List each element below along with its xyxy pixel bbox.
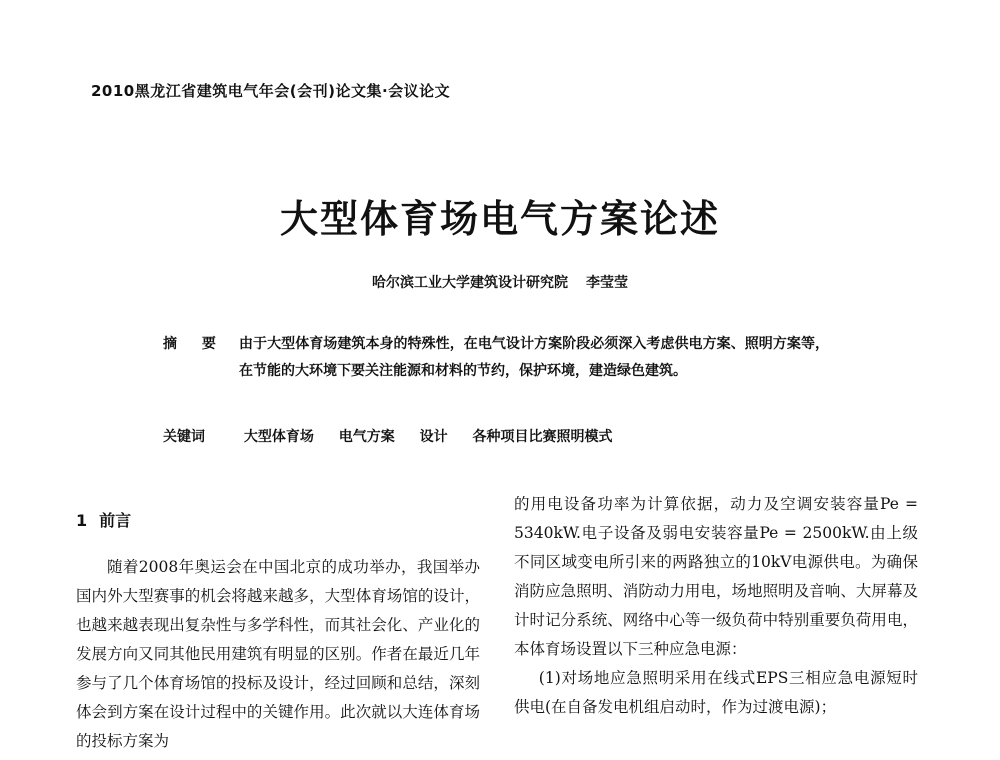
section-heading bbox=[76, 508, 480, 531]
section-title: 前言 bbox=[99, 511, 132, 530]
left-column bbox=[76, 508, 480, 756]
keyword: 电气方案 bbox=[338, 429, 395, 445]
author-line bbox=[0, 272, 1000, 292]
author-name: 李莹莹 bbox=[586, 275, 628, 291]
affiliation: 哈尔滨工业大学建筑设计研究院 bbox=[372, 275, 568, 291]
section-paragraph: 随着2008年奥运会在中国北京的成功举办，我国举办国内外大型赛事的机会将越来越多，大型体育场馆的设计，也越来越表现出复杂性与多学科性，而其社会化、产业化的发展方向又同其他民用建筑有明显的区别。作者在最近几年参与了几个体育场馆的投标及设计，经过回顾和总结，深刻体会到方案在设计过程中的关键作用。此次就以大连体育场的投标方案为 bbox=[76, 558, 480, 750]
abstract-block bbox=[163, 331, 843, 385]
abstract-text: 由于大型体育场建筑本身的特殊性，在电气设计方案阶段必须深入考虑供电方案、照明方案等，在节能的大环境下要关注能源和材料的节约，保护环境，建造绿色建筑。 bbox=[239, 336, 829, 379]
keywords-label: 关键词 bbox=[163, 429, 205, 445]
keyword: 设计 bbox=[419, 429, 448, 445]
abstract-label: 摘 要 bbox=[163, 336, 226, 352]
keyword: 各种项目比赛照明模式 bbox=[472, 429, 613, 445]
paper-title: 大型体育场电气方案论述 bbox=[279, 197, 720, 241]
body-paragraph: 的用电设备功率为计算依据，动力及空调安装容量Pe = 5340kW.电子设备及弱电安装容量Pe = 2500kW.由上级不同区域变电所引来的两路独立的10kV电源供电。为确保消防应急照明、消防动力用电，场地照明及音响、大屏幕及计时记分系统、网络中心等一级负荷中特别重要负荷用电，本体育场设置以下三种应急电源： bbox=[514, 495, 918, 658]
running-header: 2010黑龙江省建筑电气年会(会刊)论文集·会议论文 bbox=[91, 82, 451, 100]
section-number: 1 bbox=[76, 511, 88, 530]
keywords-block bbox=[163, 426, 843, 446]
right-column bbox=[514, 490, 918, 722]
body-paragraph: (1)对场地应急照明采用在线式EPS三相应急电源短时供电(在自备发电机组启动时，作为过渡电源)； bbox=[514, 669, 918, 716]
keyword: 大型体育场 bbox=[243, 429, 314, 445]
